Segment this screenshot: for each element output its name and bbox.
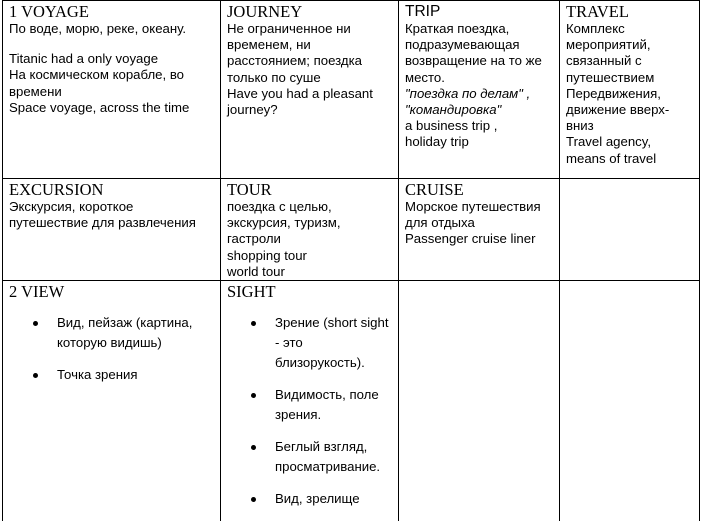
text-line: поездка с целью,: [227, 199, 332, 214]
text-line: для отдыха: [405, 215, 475, 231]
text-line: holiday trip: [405, 134, 469, 150]
text-line: возвращение на то же: [405, 53, 542, 69]
heading-excursion: EXCURSION: [9, 180, 104, 199]
heading-tour: TOUR: [227, 180, 272, 199]
cell-voyage: [3, 1, 221, 179]
bullet-icon: [251, 497, 256, 502]
italic-line: "командировка": [405, 102, 502, 118]
text-line: Морское путешествия: [405, 199, 541, 214]
cell-cruise: [399, 179, 560, 281]
text-line: Экскурсия, короткое: [9, 199, 134, 214]
text-line: вниз: [566, 118, 594, 134]
text-line: Комплекс: [566, 21, 625, 36]
list-item: Видимость, поле зрения.: [227, 385, 392, 425]
list-item: Вид, зрелище: [227, 489, 392, 509]
text-line: временем, ни: [227, 37, 311, 53]
text-line: Не ограниченное ни: [227, 21, 351, 36]
text-line: journey?: [227, 102, 278, 118]
text-line: Travel agency,: [566, 134, 652, 150]
bullet-icon: [33, 373, 38, 378]
list-item: Вид, пейзаж (картина, которую видишь): [9, 313, 214, 353]
cell-empty: [399, 281, 560, 521]
bullet-icon: [251, 393, 256, 398]
list-item: Зрение (short sight - это близорукость).: [227, 313, 392, 373]
text-line: путешествием: [566, 69, 655, 85]
text-line: место.: [405, 69, 445, 85]
heading-journey: JOURNEY: [227, 2, 303, 21]
cell-view: [3, 281, 221, 521]
text-line: Краткая поездка,: [405, 21, 510, 36]
text-line: экскурсия, туризм,: [227, 215, 341, 231]
text-line: путешествие для развлечения: [9, 215, 196, 231]
heading-view: 2 VIEW: [9, 282, 65, 302]
text-line: means of travel: [566, 150, 657, 166]
text-line: мероприятий,: [566, 37, 651, 53]
list-item: Точка зрения: [9, 365, 214, 385]
vocabulary-table: [2, 0, 700, 521]
table-row: [3, 1, 700, 179]
heading-voyage: 1 VOYAGE: [9, 2, 89, 21]
text-line: a business trip ,: [405, 118, 498, 134]
cell-empty: [560, 281, 700, 521]
table-row: [3, 281, 700, 521]
cell-tour: [221, 179, 399, 281]
cell-excursion: [3, 179, 221, 281]
cell-trip: [399, 1, 560, 179]
cell-travel: [560, 1, 700, 179]
text-line: времени: [9, 83, 62, 99]
table-row: [3, 179, 700, 281]
heading-travel: TRAVEL: [566, 2, 629, 21]
italic-line: "поездка по делам" ,: [405, 85, 531, 101]
text-line: shopping tour: [227, 247, 307, 263]
text-line: По воде, морю, реке, океану.: [9, 21, 187, 36]
cell-journey: [221, 1, 399, 179]
bullet-icon: [33, 321, 38, 326]
text-line: Titanic had a only voyage: [9, 51, 159, 67]
text-line: связанный с: [566, 53, 642, 69]
bullet-icon: [251, 321, 256, 326]
text-line: движение вверх-: [566, 102, 670, 118]
cell-sight: [221, 281, 399, 521]
bullet-list: [9, 313, 214, 385]
text-line: Passenger cruise liner: [405, 231, 536, 247]
text-line: подразумевающая: [405, 37, 520, 53]
heading-cruise: CRUISE: [405, 180, 464, 199]
text-line: На космическом корабле, во: [9, 67, 185, 83]
list-item: Беглый взгляд, просматривание.: [227, 437, 392, 477]
text-line: расстоянием; поездка: [227, 53, 362, 69]
text-line: гастроли: [227, 231, 281, 247]
text-line: Передвижения,: [566, 85, 661, 101]
cell-empty: [560, 179, 700, 281]
text-line: Space voyage, across the time: [9, 99, 190, 115]
heading-trip: TRIP: [405, 3, 441, 20]
bullet-list: [227, 313, 392, 509]
text-line: Have you had a pleasant: [227, 85, 373, 101]
text-line: world tour: [227, 263, 285, 279]
heading-sight: SIGHT: [227, 282, 276, 302]
bullet-icon: [251, 445, 256, 450]
text-line: только по суше: [227, 69, 321, 85]
